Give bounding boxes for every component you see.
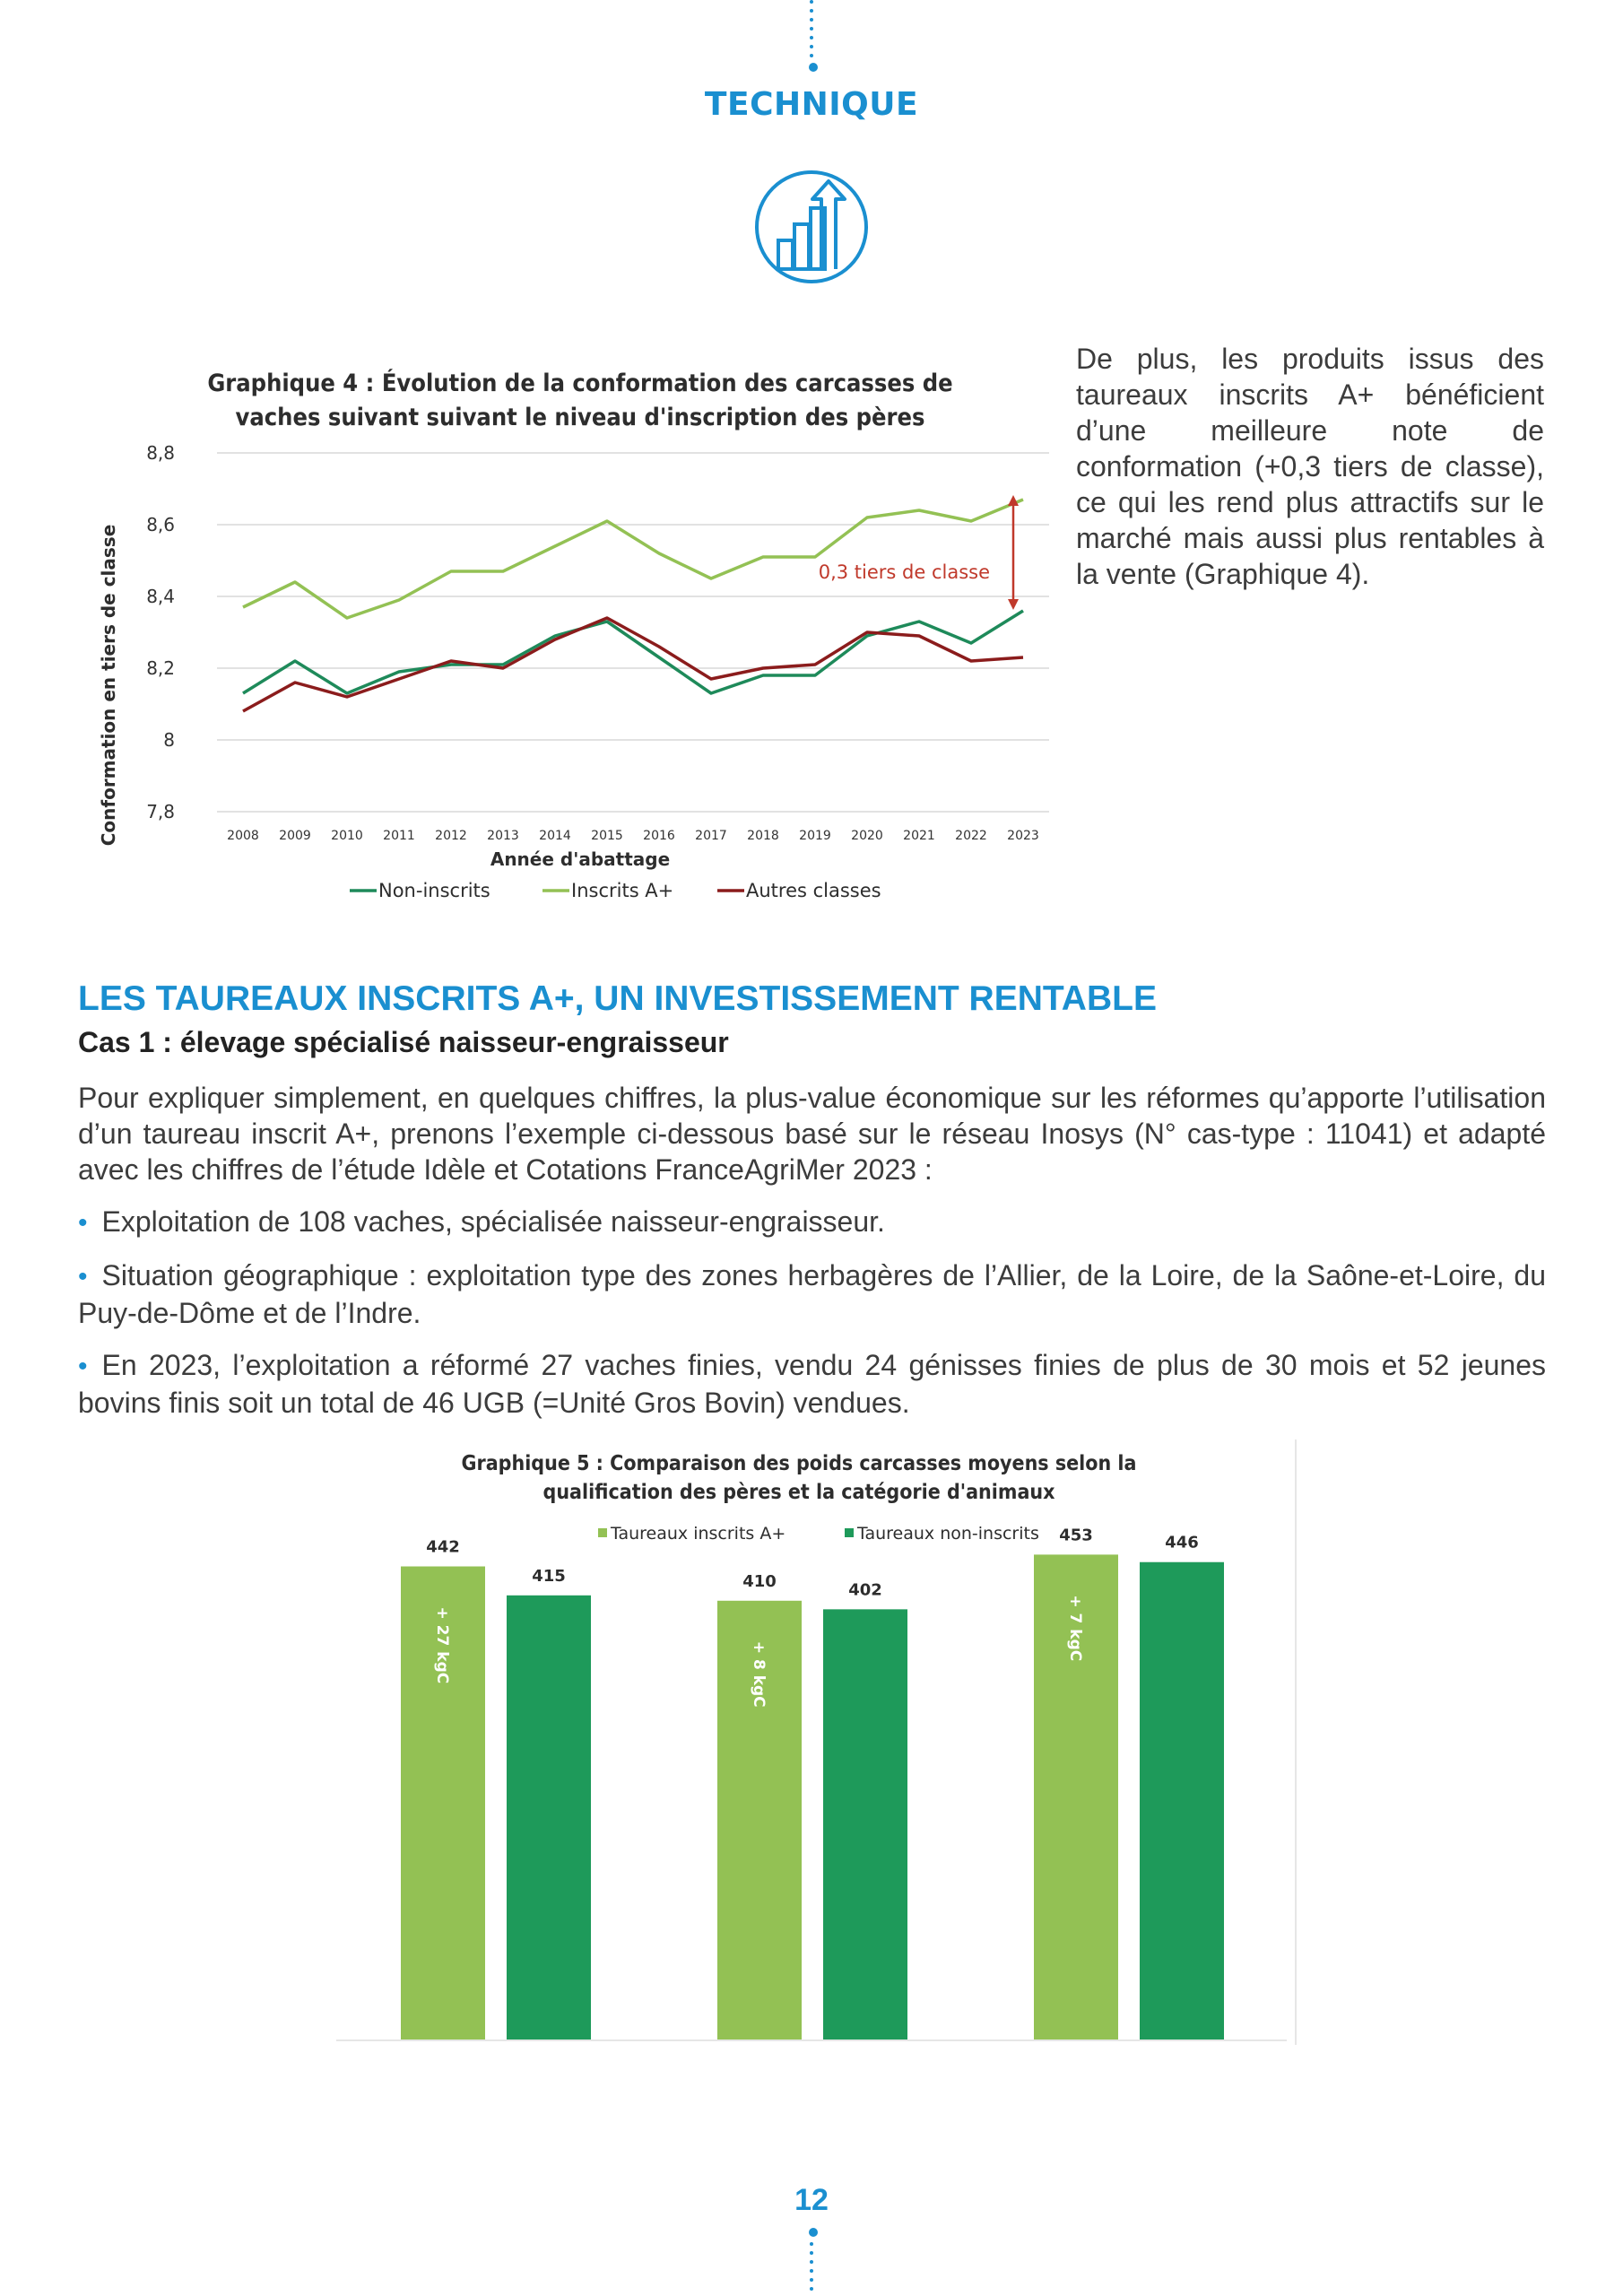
bullet-icon: • bbox=[78, 1262, 88, 1292]
chart1-series-line-autres-classes bbox=[243, 618, 1023, 711]
chart2-difference-label: + 8 kgC bbox=[750, 1640, 768, 1708]
chart2-title-line2: qualification des pères et la catégorie d'animaux bbox=[542, 1481, 1055, 1504]
chart1-x-tick: 2008 bbox=[227, 829, 259, 843]
page-number: 12 bbox=[794, 2183, 829, 2217]
chart1-y-tick: 8,8 bbox=[146, 442, 175, 464]
chart2-legend-label: Taureaux non-inscrits bbox=[857, 1524, 1039, 1544]
chart2-legend-swatch bbox=[598, 1528, 607, 1537]
case-title: Cas 1 : élevage spécialisé naisseur-engraisseur bbox=[78, 1026, 729, 1058]
list-item bbox=[78, 1204, 1546, 1241]
bullet-text: En 2023, l’exploitation a réformé 27 vaches finies, vendu 24 génisses finies de plus de 30 mois et 52 jeunes bovins finis soit un total de 46 UGB (=Unité Gros Bovin) vendues. bbox=[78, 1349, 1546, 1419]
chart2-bar bbox=[823, 1609, 907, 2040]
chart2-difference-label: + 27 kgC bbox=[433, 1606, 451, 1684]
section-title: LES TAUREAUX INSCRITS A+, UN INVESTISSEMENT RENTABLE bbox=[78, 979, 1157, 1018]
chart2-title-line1: Graphique 5 : Comparaison des poids carcasses moyens selon la bbox=[461, 1452, 1137, 1475]
chart1-arrow-head-bottom bbox=[1008, 599, 1019, 610]
bottom-dotted-line bbox=[809, 2228, 814, 2296]
chart1-x-tick: 2023 bbox=[1007, 829, 1039, 843]
top-dotted-line bbox=[809, 0, 814, 77]
chart1-annotation: 0,3 tiers de classe bbox=[818, 561, 990, 583]
chart1-x-tick: 2016 bbox=[643, 829, 675, 843]
chart1-series-line-inscrits-a- bbox=[243, 500, 1023, 618]
chart1-x-tick: 2015 bbox=[591, 829, 623, 843]
chart1-x-tick: 2021 bbox=[903, 829, 935, 843]
chart1-legend-label: Inscrits A+ bbox=[571, 880, 674, 901]
bullet-text: Situation géographique : exploitation type des zones herbagères de l’Allier, de la Loire, de la Saône-et-Loire, du Puy-de-Dôme et de l’Indre. bbox=[78, 1259, 1546, 1329]
chart1-x-tick: 2019 bbox=[799, 829, 831, 843]
chart1-x-tick: 2018 bbox=[747, 829, 779, 843]
chart1-title-line1: Graphique 4 : Évolution de la conformation des carcasses de bbox=[207, 370, 953, 397]
chart1-x-tick: 2017 bbox=[695, 829, 727, 843]
chart2-bar-value-label: 442 bbox=[426, 1537, 460, 1557]
chart1-y-tick: 8,2 bbox=[146, 657, 175, 679]
intro-paragraph: Pour expliquer simplement, en quelques chiffres, la plus-value économique sur les réformes qu’apporte l’utilisation d’un taureau inscrit A+, prenons l’exemple ci-dessous basé sur le réseau Inosys (N° cas-type : 11041) et adapté avec les chiffres de l’étude Idèle et Cotations FranceAgriMer 2023 : bbox=[78, 1082, 1546, 1186]
chart-carcass-weights bbox=[336, 1439, 1300, 2049]
chart2-bar-value-label: 410 bbox=[742, 1571, 777, 1591]
chart2-bar bbox=[1140, 1562, 1224, 2040]
chart2-legend-swatch bbox=[845, 1528, 854, 1537]
bullet-icon: • bbox=[78, 1352, 88, 1381]
chart1-title-line2: vaches suivant suivant le niveau d'inscription des pères bbox=[235, 404, 925, 431]
chart2-bar-value-label: 446 bbox=[1165, 1533, 1199, 1552]
list-item bbox=[78, 1257, 1546, 1331]
chart1-y-tick: 8 bbox=[163, 729, 175, 751]
bullet-icon: • bbox=[78, 1208, 88, 1238]
chart1-x-tick: 2012 bbox=[435, 829, 467, 843]
chart1-x-axis-label: Année d'abattage bbox=[490, 848, 671, 870]
chart1-x-tick: 2022 bbox=[955, 829, 987, 843]
chart1-y-tick: 8,4 bbox=[146, 586, 175, 607]
chart1-x-tick: 2014 bbox=[539, 829, 571, 843]
chart1-x-tick: 2013 bbox=[487, 829, 519, 843]
chart1-legend-label: Non-inscrits bbox=[378, 880, 490, 901]
section-header: TECHNIQUE bbox=[704, 86, 919, 123]
side-paragraph: De plus, les produits issus des taureaux inscrits A+ bénéficient d’une meilleure note de conformation (+0,3 tiers de classe), ce qui les rend plus attractifs sur le marché mais aussi plus rentables à la vente (Graphique 4). bbox=[1076, 343, 1544, 590]
chart1-y-tick: 8,6 bbox=[146, 514, 175, 535]
chart1-series-line-non-inscrits bbox=[243, 611, 1023, 693]
chart1-x-tick: 2011 bbox=[383, 829, 415, 843]
chart2-difference-label: + 7 kgC bbox=[1066, 1595, 1084, 1662]
growth-chart-icon bbox=[753, 169, 870, 290]
chart2-bar-value-label: 415 bbox=[532, 1566, 566, 1586]
chart2-bar-value-label: 402 bbox=[848, 1580, 882, 1600]
chart1-x-tick: 2020 bbox=[851, 829, 883, 843]
chart2-bar-value-label: 453 bbox=[1059, 1526, 1093, 1545]
chart-conformation bbox=[90, 350, 1076, 924]
list-item bbox=[78, 1347, 1546, 1421]
chart1-legend-label: Autres classes bbox=[746, 880, 881, 901]
chart2-legend-label: Taureaux inscrits A+ bbox=[611, 1524, 786, 1544]
chart2-bar bbox=[507, 1596, 591, 2040]
chart1-x-tick: 2009 bbox=[279, 829, 311, 843]
chart1-x-tick: 2010 bbox=[331, 829, 363, 843]
bullet-text: Exploitation de 108 vaches, spécialisée naisseur-engraisseur. bbox=[101, 1205, 885, 1238]
chart1-y-tick: 7,8 bbox=[146, 801, 175, 822]
chart1-y-axis-label: Conformation en tiers de classe bbox=[98, 524, 119, 847]
bullet-list bbox=[78, 1204, 1546, 1437]
